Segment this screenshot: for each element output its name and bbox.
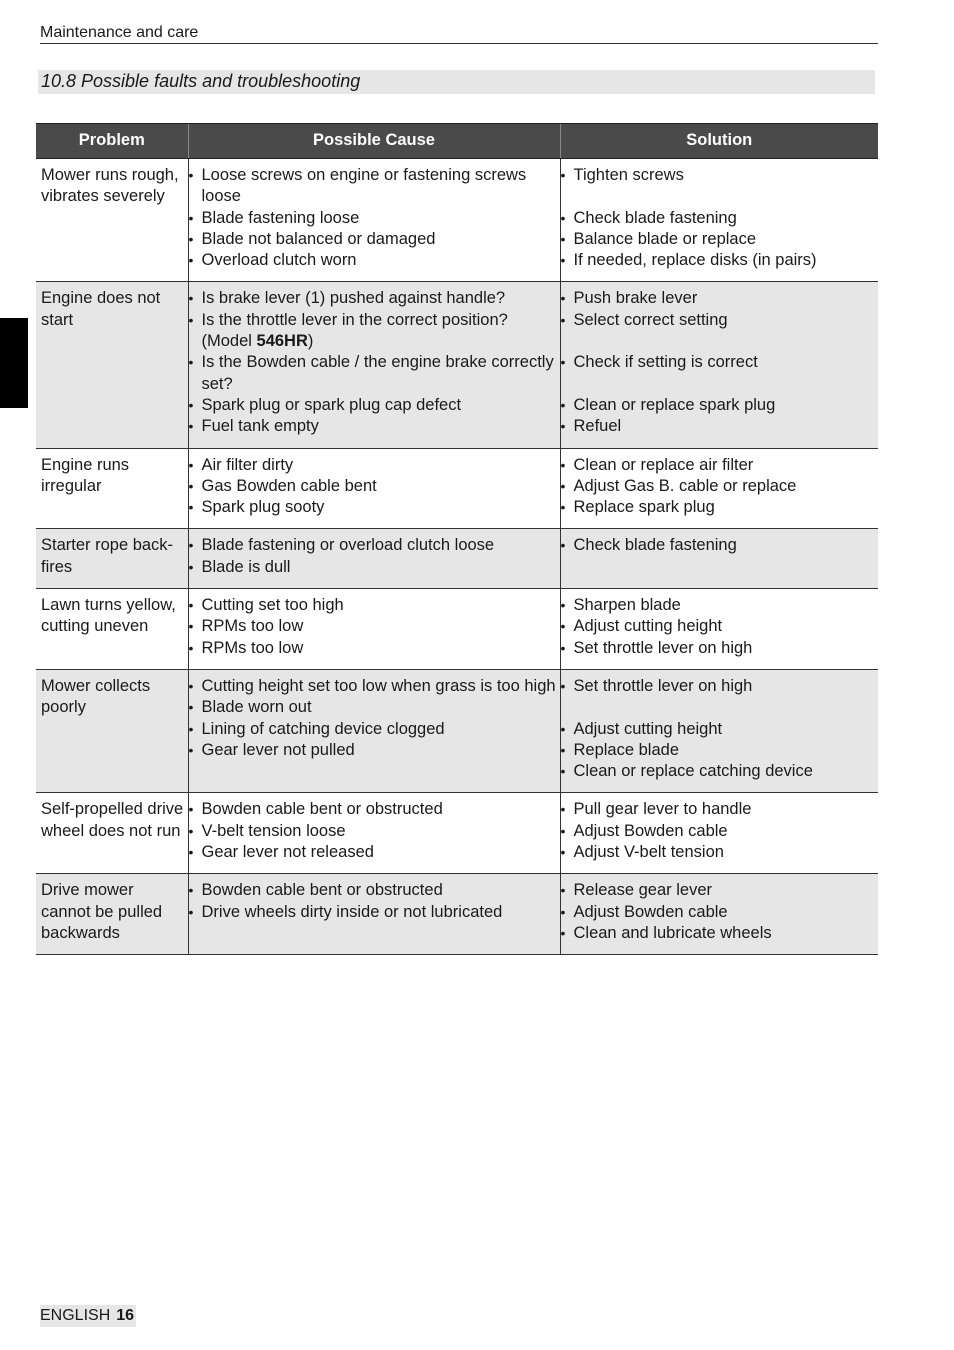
cause-item: • Spark plug or spark plug cap defect — [189, 395, 560, 416]
cause-item: • Spark plug sooty — [189, 497, 560, 518]
solution-item: • Push brake lever — [561, 288, 879, 309]
solution-item: • Adjust Bowden cable — [561, 902, 879, 923]
solution-item: • Clean or replace spark plug — [561, 395, 879, 416]
solution-spacer — [561, 697, 879, 718]
cause-item: • Blade fastening or overload clutch loose — [189, 535, 560, 556]
cause-item: • Air filter dirty — [189, 455, 560, 476]
solution-cell — [560, 589, 878, 670]
solution-item: • Clean and lubricate wheels — [561, 923, 879, 944]
table-row — [36, 669, 878, 792]
column-header-solution: Solution — [560, 124, 878, 159]
column-header-cause: Possible Cause — [188, 124, 560, 159]
solution-item: • Clean or replace air filter — [561, 455, 879, 476]
solution-item: • Replace blade — [561, 740, 879, 761]
cause-item: • Blade worn out — [189, 697, 560, 718]
cause-cell — [188, 589, 560, 670]
cause-item: • Blade fastening loose — [189, 208, 560, 229]
solution-item: • Clean or replace catching device — [561, 761, 879, 782]
cause-item: • RPMs too low — [189, 638, 560, 659]
cause-item: • Gas Bowden cable bent — [189, 476, 560, 497]
section-title: 10.8 Possible faults and troubleshooting — [38, 70, 875, 94]
chapter-tab-marker — [0, 318, 28, 408]
table-row — [36, 793, 878, 874]
troubleshooting-table — [36, 123, 878, 955]
model-number: 546HR — [256, 332, 308, 351]
footer-language: ENGLISH — [40, 1307, 111, 1324]
cause-item: • Is the Bowden cable / the engine brake correctly set? — [189, 352, 560, 395]
solution-item: • Set throttle lever on high — [561, 638, 879, 659]
solution-cell — [560, 282, 878, 448]
table-row — [36, 159, 878, 282]
cause-cell — [188, 282, 560, 448]
solution-item: • Check if setting is correct — [561, 352, 879, 373]
solution-cell — [560, 529, 878, 589]
solution-item: • Refuel — [561, 416, 879, 437]
cause-item: • Drive wheels dirty inside or not lubricated — [189, 902, 560, 923]
solution-spacer — [561, 374, 879, 395]
cause-item: • Is brake lever (1) pushed against handle? — [189, 288, 560, 309]
solution-item: • Release gear lever — [561, 880, 879, 901]
solution-item: • Balance blade or replace — [561, 229, 879, 250]
cause-item: • Fuel tank empty — [189, 416, 560, 437]
cause-item: • Cutting height set too low when grass is too high — [189, 676, 560, 697]
problem-cell: Starter rope back-fires — [36, 529, 188, 589]
cause-item: • Cutting set too high — [189, 595, 560, 616]
cause-cell — [188, 529, 560, 589]
cause-item: • V-belt tension loose — [189, 821, 560, 842]
solution-cell — [560, 669, 878, 792]
cause-cell — [188, 159, 560, 282]
solution-item: • If needed, replace disks (in pairs) — [561, 250, 879, 271]
solution-item: • Adjust Bowden cable — [561, 821, 879, 842]
cause-item: • Blade not balanced or damaged — [189, 229, 560, 250]
solution-spacer — [561, 331, 879, 352]
table-row — [36, 448, 878, 529]
cause-item: • RPMs too low — [189, 616, 560, 637]
solution-cell — [560, 159, 878, 282]
table-row — [36, 282, 878, 448]
cause-item: • Gear lever not pulled — [189, 740, 560, 761]
solution-item: • Set throttle lever on high — [561, 676, 879, 697]
solution-item: • Adjust V-belt tension — [561, 842, 879, 863]
solution-item: • Adjust cutting height — [561, 616, 879, 637]
problem-cell: Mower runs rough, vibrates severely — [36, 159, 188, 282]
table-row — [36, 874, 878, 955]
problem-cell: Engine does not start — [36, 282, 188, 448]
page-number: 16 — [116, 1307, 135, 1324]
table-row — [36, 589, 878, 670]
solution-item: • Sharpen blade — [561, 595, 879, 616]
solution-item: • Adjust Gas B. cable or replace — [561, 476, 879, 497]
cause-text-close: ) — [307, 332, 314, 351]
cause-cell — [188, 793, 560, 874]
page-footer — [40, 1305, 136, 1327]
solution-item: • Pull gear lever to handle — [561, 799, 879, 820]
problem-cell: Self-propelled drive wheel does not run — [36, 793, 188, 874]
cause-item — [189, 310, 560, 353]
cause-item: • Bowden cable bent or obstructed — [189, 799, 560, 820]
solution-cell — [560, 874, 878, 955]
cause-item: • Loose screws on engine or fastening screws loose — [189, 165, 560, 208]
column-header-problem: Problem — [36, 124, 188, 159]
problem-cell: Drive mower cannot be pulled backwards — [36, 874, 188, 955]
problem-cell: Lawn turns yellow, cutting uneven — [36, 589, 188, 670]
cause-cell — [188, 448, 560, 529]
solution-item: • Tighten screws — [561, 165, 879, 186]
solution-spacer — [561, 186, 879, 207]
table-row — [36, 529, 878, 589]
cause-cell — [188, 669, 560, 792]
cause-item: • Overload clutch worn — [189, 250, 560, 271]
problem-cell: Engine runs irregular — [36, 448, 188, 529]
cause-item: • Gear lever not released — [189, 842, 560, 863]
solution-item: • Check blade fastening — [561, 208, 879, 229]
solution-item: • Check blade fastening — [561, 535, 879, 556]
table-header-row — [36, 124, 878, 159]
problem-cell: Mower collects poorly — [36, 669, 188, 792]
cause-item: • Lining of catching device clogged — [189, 719, 560, 740]
solution-cell — [560, 448, 878, 529]
solution-cell — [560, 793, 878, 874]
cause-text: Is the throttle lever in the correct position? (Model — [201, 310, 508, 351]
running-header: Maintenance and care — [40, 23, 878, 44]
cause-cell — [188, 874, 560, 955]
solution-item: • Select correct setting — [561, 310, 879, 331]
cause-item: • Blade is dull — [189, 557, 560, 578]
solution-item: • Adjust cutting height — [561, 719, 879, 740]
cause-item: • Bowden cable bent or obstructed — [189, 880, 560, 901]
solution-item: • Replace spark plug — [561, 497, 879, 518]
